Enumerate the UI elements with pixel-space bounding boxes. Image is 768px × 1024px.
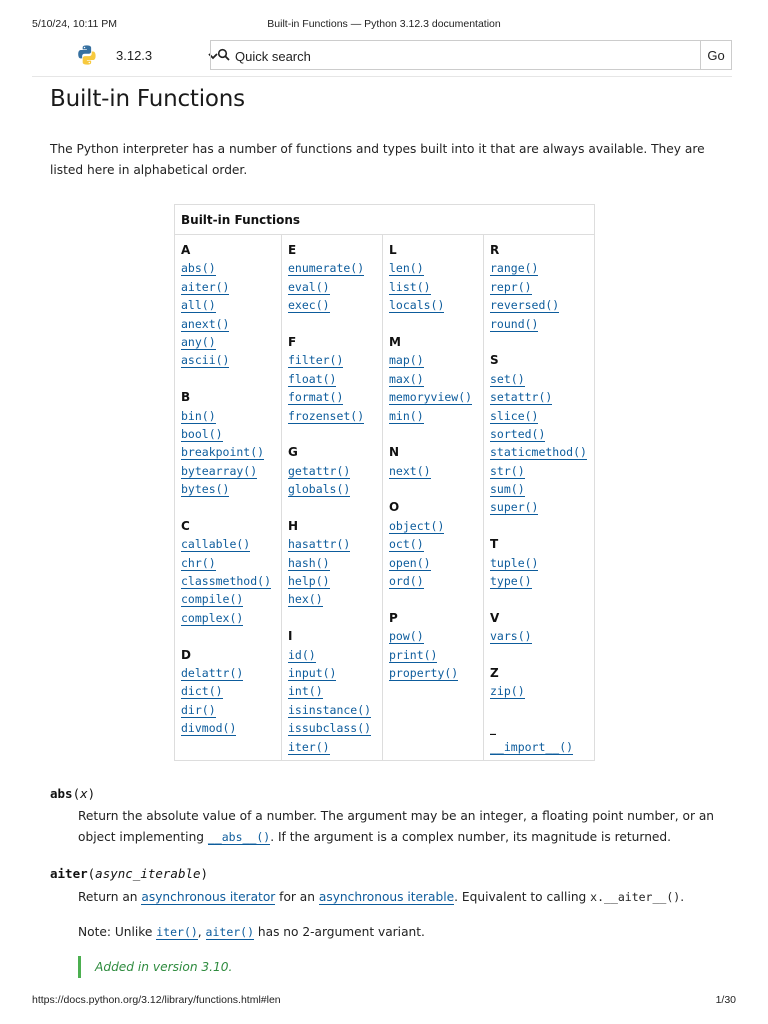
function-link[interactable]: breakpoint() [181, 445, 265, 460]
group-spacer [389, 425, 477, 443]
function-link[interactable]: globals() [288, 482, 351, 497]
group-spacer [389, 480, 477, 498]
function-link[interactable]: aiter() [181, 279, 230, 294]
group-spacer [490, 646, 588, 664]
function-link[interactable]: callable() [181, 537, 251, 552]
function-link[interactable]: eval() [288, 279, 330, 294]
function-link[interactable]: bytearray() [181, 463, 258, 478]
aiter-signature: aiter(async_iterable) [50, 866, 209, 881]
built-in-functions-table [174, 204, 595, 761]
function-link[interactable]: frozenset() [288, 408, 365, 423]
function-link[interactable]: map() [389, 353, 424, 368]
group-spacer [288, 498, 376, 516]
print-date: 5/10/24, 10:11 PM [32, 18, 118, 30]
function-link[interactable]: divmod() [181, 721, 237, 736]
python-logo-icon[interactable] [76, 44, 98, 66]
function-link[interactable]: pow() [389, 629, 424, 644]
group-spacer [288, 425, 376, 443]
table-row [175, 235, 595, 761]
letter-heading: P [389, 610, 398, 625]
function-link[interactable]: enumerate() [288, 261, 365, 276]
aiter-equivalent-code: x.__aiter__() [590, 890, 681, 904]
abs-arg: x [80, 786, 88, 801]
group-spacer [181, 498, 275, 516]
function-link[interactable]: next() [389, 463, 431, 478]
function-link[interactable]: bin() [181, 408, 216, 423]
letter-heading: H [288, 518, 299, 533]
function-link[interactable]: compile() [181, 592, 244, 607]
print-page-number: 1/30 [715, 994, 736, 1006]
function-link[interactable]: bool() [181, 426, 223, 441]
intro-paragraph: The Python interpreter has a number of functions and types built into it that are always available. They are listed here in alphabetical order. [50, 142, 705, 177]
table-header: Built-in Functions [175, 205, 595, 235]
abs-signature: abs(x) [50, 786, 96, 801]
function-link[interactable]: sorted() [490, 426, 546, 441]
main-content [50, 86, 730, 112]
function-link[interactable]: type() [490, 574, 532, 589]
function-link[interactable]: issubclass() [288, 721, 372, 736]
function-link[interactable]: hex() [288, 592, 323, 607]
search-go-button[interactable]: Go [700, 40, 732, 70]
function-link[interactable]: vars() [490, 629, 532, 644]
letter-heading: F [288, 334, 297, 349]
aiter-entry [50, 866, 730, 943]
function-link[interactable]: print() [389, 647, 438, 662]
function-link[interactable]: set() [490, 371, 525, 386]
function-link[interactable]: reversed() [490, 298, 560, 313]
function-link[interactable]: property() [389, 665, 459, 680]
function-link[interactable]: all() [181, 298, 216, 313]
aiter-note: Note: Unlike iter(), aiter() has no 2-argument variant. [78, 925, 425, 939]
function-link[interactable]: filter() [288, 353, 344, 368]
function-link[interactable]: complex() [181, 610, 244, 625]
function-link[interactable]: chr() [181, 555, 216, 570]
group-spacer [181, 627, 275, 645]
print-footer [0, 990, 768, 1010]
asynchronous-iterator-link[interactable]: asynchronous iterator [141, 890, 276, 904]
group-spacer [288, 609, 376, 627]
letter-heading: G [288, 445, 298, 460]
function-link[interactable]: int() [288, 684, 323, 699]
function-link[interactable]: float() [288, 371, 337, 386]
function-link[interactable]: super() [490, 500, 539, 515]
function-link[interactable]: slice() [490, 408, 539, 423]
function-link[interactable]: id() [288, 647, 316, 662]
version-switcher[interactable] [110, 42, 226, 70]
abs-entry [50, 786, 730, 848]
function-link[interactable]: any() [181, 334, 216, 349]
function-link[interactable]: getattr() [288, 463, 351, 478]
group-spacer [490, 701, 588, 719]
letter-heading: R [490, 243, 500, 257]
function-link[interactable]: setattr() [490, 390, 553, 405]
table-column-l-p [383, 235, 484, 761]
function-link[interactable]: bytes() [181, 482, 230, 497]
table-column-r-underscore [484, 235, 595, 761]
letter-heading: L [389, 243, 397, 257]
function-link[interactable]: repr() [490, 279, 532, 294]
letter-heading: I [288, 629, 293, 644]
function-link[interactable]: tuple() [490, 555, 539, 570]
abs-name: abs [50, 786, 73, 801]
abs-dunder-link[interactable]: __abs__() [207, 830, 271, 844]
function-link[interactable]: anext() [181, 316, 230, 331]
letter-heading: Z [490, 665, 499, 680]
group-spacer [490, 517, 588, 535]
function-link[interactable]: __import__() [490, 739, 574, 754]
print-header [0, 14, 768, 34]
function-link[interactable]: list() [389, 279, 431, 294]
print-url: https://docs.python.org/3.12/library/functions.html#len [32, 994, 281, 1006]
function-link[interactable]: delattr() [181, 665, 244, 680]
function-link[interactable]: memoryview() [389, 390, 473, 405]
letter-heading: O [389, 500, 400, 515]
version-label: 3.12.3 [116, 48, 153, 63]
letter-heading: S [490, 353, 499, 368]
quick-search-box[interactable] [210, 40, 700, 70]
group-spacer [288, 315, 376, 333]
function-link[interactable]: object() [389, 518, 445, 533]
function-link[interactable]: staticmethod() [490, 445, 587, 460]
quick-search-input[interactable] [233, 44, 697, 68]
function-link[interactable]: exec() [288, 298, 330, 313]
top-navigation-bar [32, 38, 732, 77]
letter-heading: N [389, 445, 400, 460]
function-link[interactable]: classmethod() [181, 574, 272, 589]
function-link[interactable]: isinstance() [288, 702, 372, 717]
aiter-name: aiter [50, 866, 88, 881]
function-link[interactable]: help() [288, 574, 330, 589]
group-spacer [490, 590, 588, 608]
function-link[interactable]: abs() [181, 261, 216, 276]
function-link[interactable]: range() [490, 261, 539, 276]
letter-heading: A [181, 243, 191, 257]
function-link[interactable]: sum() [490, 482, 525, 497]
function-link[interactable]: iter() [288, 739, 330, 754]
aiter-description: Return an asynchronous iterator for an asynchronous iterable. Equivalent to calling x.__aiter__(). [78, 890, 685, 904]
aiter-arg: async_iterable [95, 866, 201, 881]
function-link[interactable]: dir() [181, 702, 216, 717]
function-link[interactable]: hash() [288, 555, 330, 570]
function-link[interactable]: str() [490, 463, 525, 478]
page-title: Built-in Functions [50, 86, 245, 112]
function-link[interactable]: format() [288, 390, 344, 405]
letter-heading: B [181, 390, 191, 405]
function-link[interactable]: len() [389, 261, 424, 276]
function-link[interactable]: min() [389, 408, 424, 423]
function-link[interactable]: input() [288, 665, 337, 680]
function-link[interactable]: locals() [389, 298, 445, 313]
table-column-e-i [282, 235, 383, 761]
function-link[interactable]: dict() [181, 684, 223, 699]
aiter-link[interactable]: aiter() [205, 925, 255, 939]
function-link[interactable]: zip() [490, 684, 525, 699]
letter-heading: T [490, 537, 499, 552]
iter-link[interactable]: iter() [156, 925, 198, 939]
function-link[interactable]: open() [389, 555, 431, 570]
function-link[interactable]: ascii() [181, 353, 230, 368]
group-spacer [181, 370, 275, 388]
letter-heading: V [490, 610, 500, 625]
function-link[interactable]: hasattr() [288, 537, 351, 552]
search-icon [217, 48, 231, 62]
function-link[interactable]: max() [389, 371, 424, 386]
table-column-a-d [175, 235, 282, 761]
letter-heading: _ [490, 721, 496, 736]
letter-heading: E [288, 243, 297, 257]
version-added-note: Added in version 3.10. [78, 956, 232, 978]
function-link[interactable]: ord() [389, 574, 424, 589]
letter-heading: C [181, 518, 190, 533]
letter-heading: D [181, 647, 191, 662]
print-title: Built-in Functions — Python 3.12.3 documentation [267, 18, 501, 30]
group-spacer [490, 333, 588, 351]
asynchronous-iterable-link[interactable]: asynchronous iterable [318, 890, 455, 904]
group-spacer [389, 315, 477, 333]
letter-heading: M [389, 334, 401, 349]
abs-description: Return the absolute value of a number. The argument may be an integer, a floating point number, or an object implementing __abs__(). If the argument is a complex number, its magnitude is returned. [78, 809, 715, 844]
function-link[interactable]: oct() [389, 537, 424, 552]
group-spacer [389, 590, 477, 608]
function-link[interactable]: round() [490, 316, 539, 331]
